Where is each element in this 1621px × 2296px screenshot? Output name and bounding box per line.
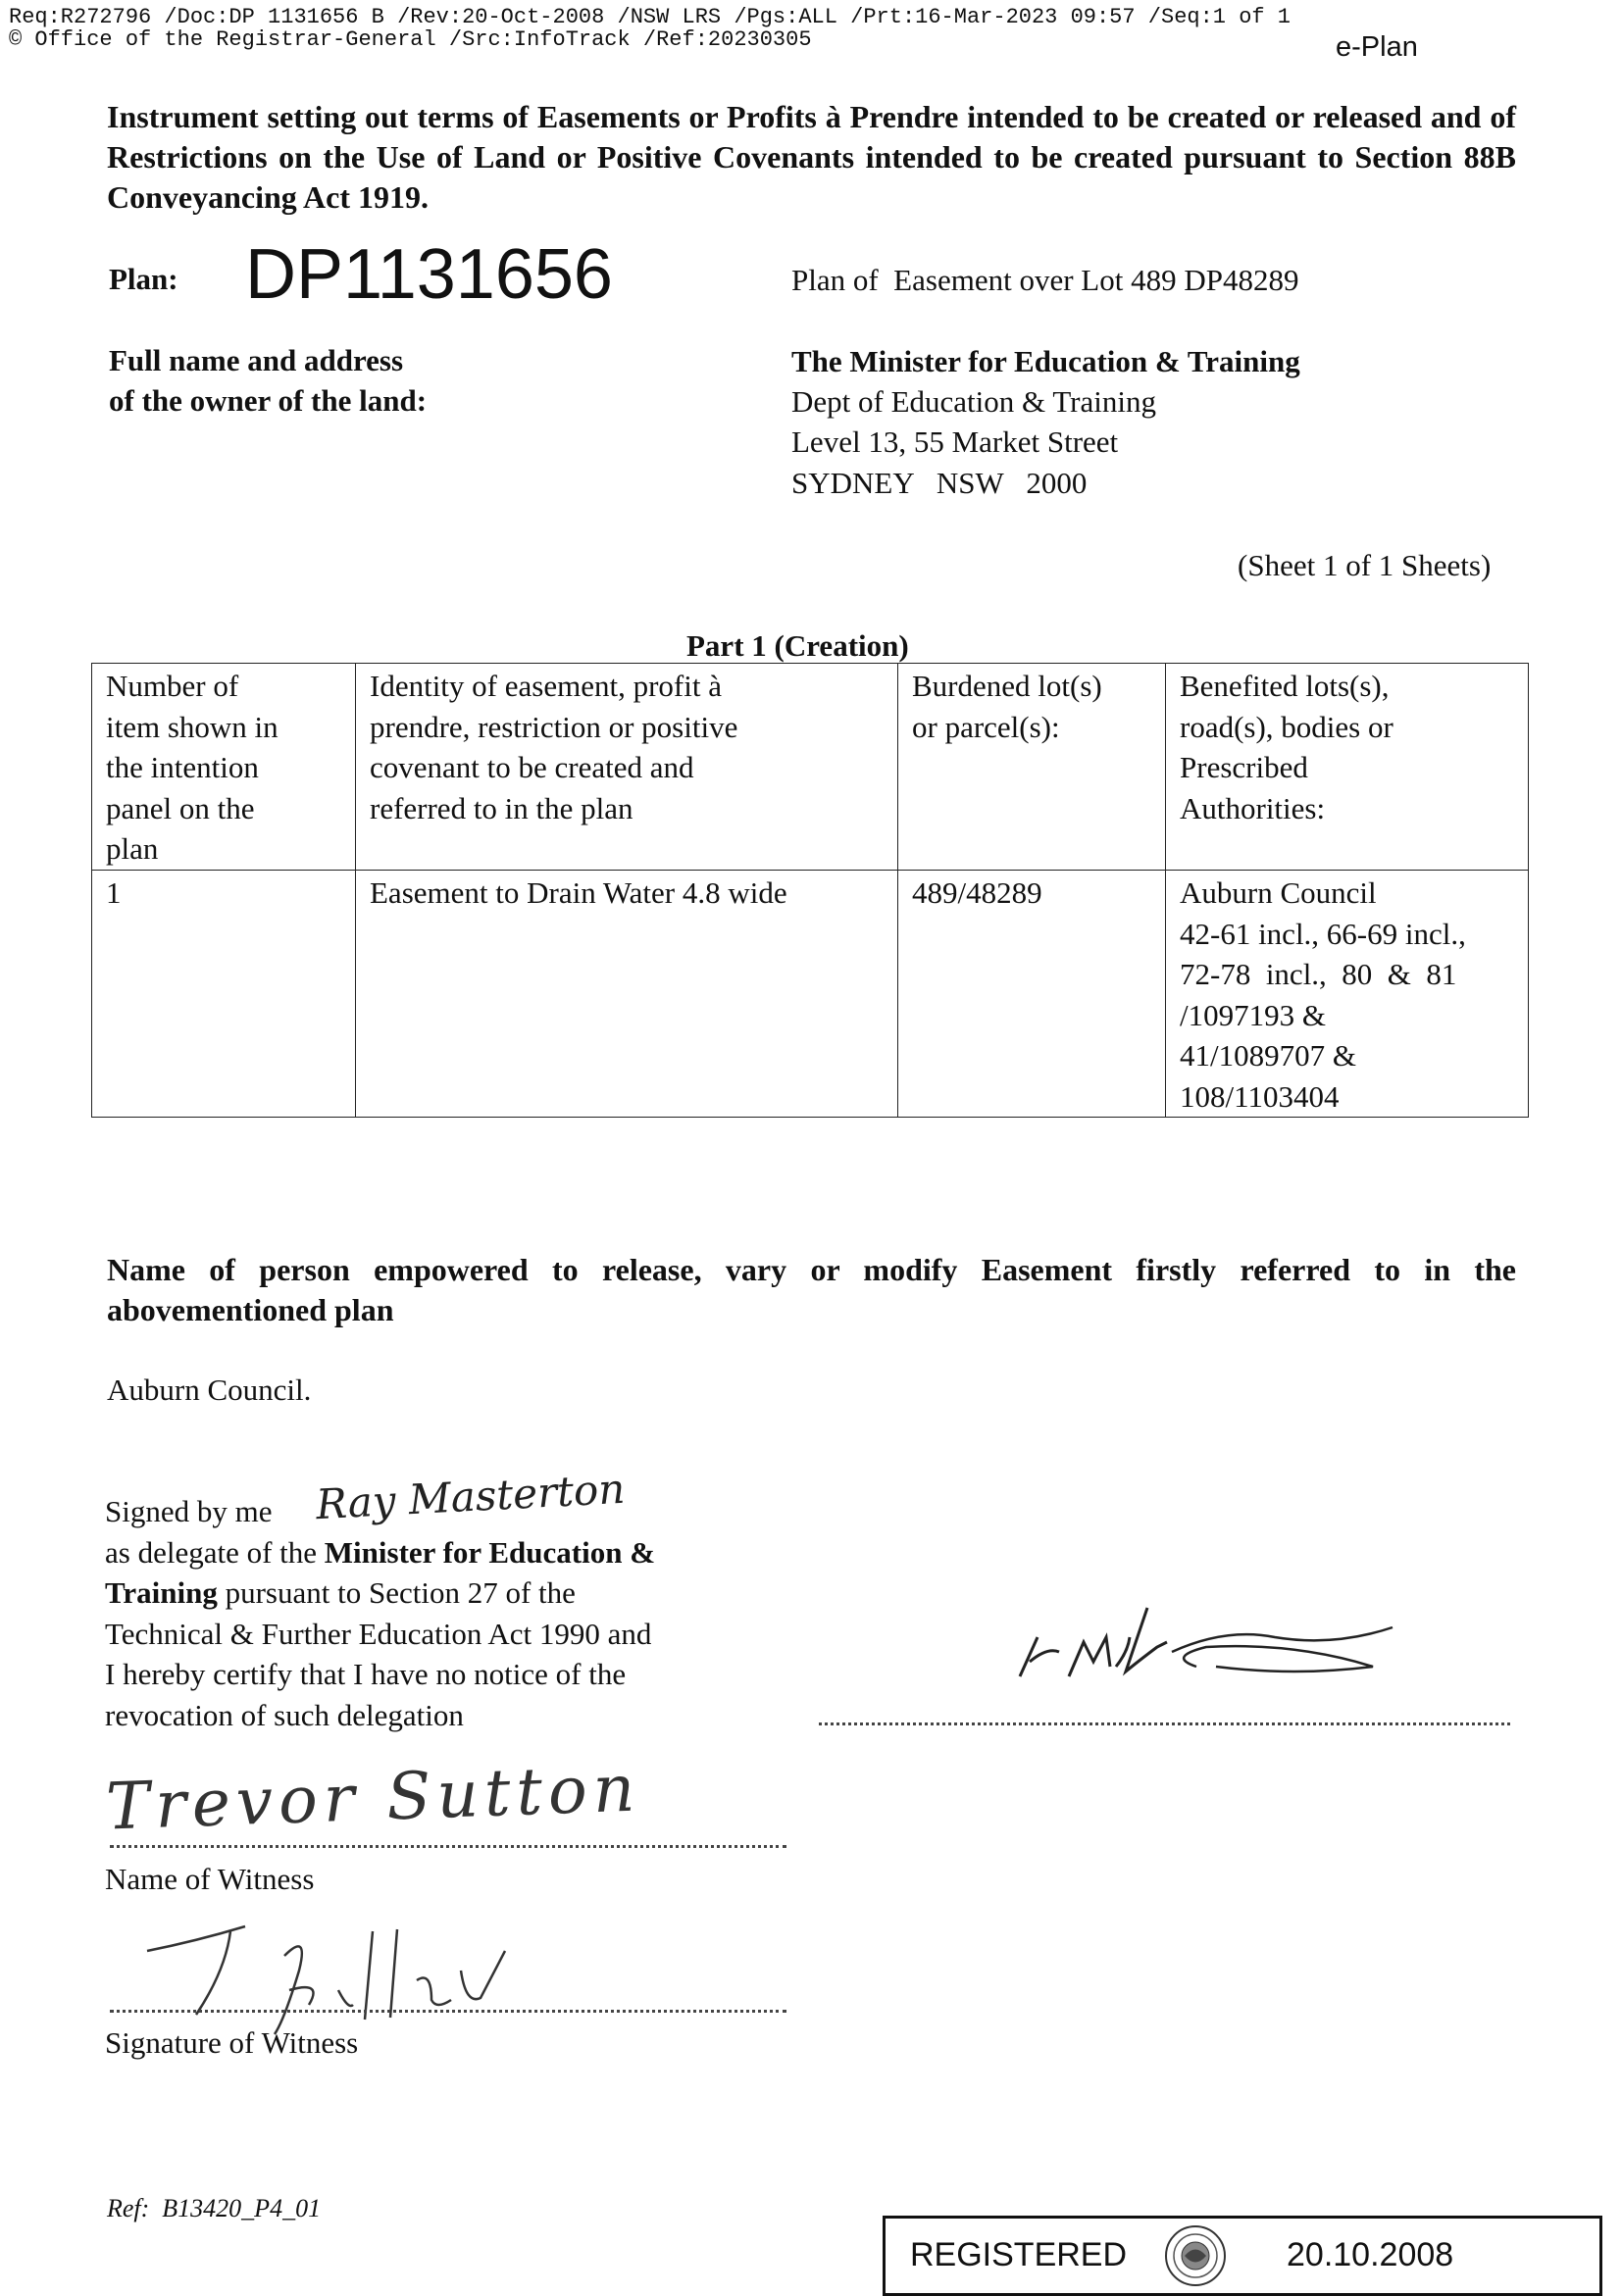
plan-label: Plan: <box>109 262 178 296</box>
plan-description: Plan of Easement over Lot 489 DP48289 <box>791 263 1299 297</box>
header-cell-benefited <box>1166 664 1529 871</box>
delegate-handwritten-name: Ray Masterton <box>314 1464 627 1529</box>
delegate-text: as delegate of the <box>105 1535 325 1570</box>
witness-name-line <box>110 1845 786 1848</box>
registration-date: 20.10.2008 <box>1287 2236 1454 2273</box>
header-cell-burdened <box>898 664 1166 871</box>
header-text-line: Authorities: <box>1180 790 1326 825</box>
header-text-line: Number of <box>106 669 239 703</box>
registered-label: REGISTERED <box>910 2236 1128 2273</box>
table-row <box>92 871 1529 1118</box>
header-cell-identity <box>356 664 898 871</box>
training-rest-text: pursuant to Section 27 of the <box>217 1575 576 1610</box>
empowered-heading: Name of person empowered to release, vary or modify Easement firstly referred to in the abovementioned plan <box>107 1252 1516 1327</box>
copyright-header-line: © Office of the Registrar-General /Src:InfoTrack /Ref:20230305 <box>9 27 812 52</box>
signed-by-label: Signed by me <box>105 1494 273 1528</box>
benefited-line: /1097193 & <box>1180 997 1326 1032</box>
header-text-line: Benefited lots(s), <box>1180 669 1390 703</box>
header-text-line: Identity of easement, profit à <box>370 669 722 703</box>
owner-address-line: Dept of Education & Training <box>791 384 1156 419</box>
header-text-line: item shown in <box>106 709 279 744</box>
benefited-line: 42-61 incl., 66-69 incl., <box>1180 916 1466 951</box>
cell-benefited <box>1166 871 1529 1118</box>
owner-label-line1: Full name and address <box>109 343 404 377</box>
witness-signature-line <box>110 2010 786 2013</box>
header-text-line: road(s), bodies or <box>1180 709 1393 744</box>
request-header-line: Req:R272796 /Doc:DP 1131656 B /Rev:20-Oct-2008 /NSW LRS /Pgs:ALL /Prt:16-Mar-2023 09:57 /Seq:1 of 1 <box>9 5 1292 29</box>
reference-note: Ref: B13420_P4_01 <box>107 2194 322 2222</box>
witness-signature-label: Signature of Witness <box>105 2025 359 2060</box>
empowered-name: Auburn Council. <box>107 1373 312 1407</box>
owner-address-line: Level 13, 55 Market Street <box>791 424 1119 459</box>
header-cell-number <box>92 664 356 871</box>
registration-stamp <box>883 2216 1602 2296</box>
header-text-line: Prescribed <box>1180 750 1308 784</box>
header-text-line: referred to in the plan <box>370 790 633 825</box>
delegate-signature <box>1000 1569 1412 1696</box>
witness-signature <box>137 1912 569 2039</box>
registrar-seal-icon <box>1163 2223 1228 2288</box>
header-text-line: prendre, restriction or positive <box>370 709 738 744</box>
cell-item-number: 1 <box>92 871 356 1118</box>
sheet-count: (Sheet 1 of 1 Sheets) <box>1238 548 1492 582</box>
witness-name-label: Name of Witness <box>105 1862 315 1896</box>
owner-address-line: SYDNEY NSW 2000 <box>791 466 1088 500</box>
header-text-line: Burdened lot(s) <box>912 669 1102 703</box>
part1-title: Part 1 (Creation) <box>686 628 909 663</box>
plan-number: DP1131656 <box>245 235 613 314</box>
owner-name: The Minister for Education & Training <box>791 344 1300 378</box>
cell-identity: Easement to Drain Water 4.8 wide <box>356 871 898 1118</box>
header-text-line: panel on the <box>106 790 255 825</box>
delegate-line <box>105 1532 655 1572</box>
owner-label-line2: of the owner of the land: <box>109 383 428 418</box>
witness-handwritten-name: Trevor Sutton <box>104 1750 642 1845</box>
delegate-signature-line <box>819 1722 1510 1725</box>
training-line <box>105 1572 576 1613</box>
header-text-line: the intention <box>106 750 259 784</box>
header-text-line: or parcel(s): <box>912 709 1060 744</box>
benefited-line: Auburn Council <box>1180 875 1377 910</box>
part1-table <box>91 663 1529 1118</box>
benefited-line: 41/1089707 & <box>1180 1038 1356 1073</box>
certify-line: I hereby certify that I have no notice of the <box>105 1657 627 1691</box>
instrument-title: Instrument setting out terms of Easements or Profits à Prendre intended to be created or released and of Restrictions on the Use of Land or Positive Covenants intended to be created pursuant to Section 88B Conveyancing Act 1919. <box>107 99 1516 215</box>
act-line: Technical & Further Education Act 1990 and <box>105 1617 652 1651</box>
benefited-line: 72-78 incl., 80 & 81 <box>1180 957 1457 991</box>
header-text-line: plan <box>106 831 159 866</box>
cell-burdened: 489/48289 <box>898 871 1166 1118</box>
table-header-row <box>92 664 1529 871</box>
header-text-line: covenant to be created and <box>370 750 694 784</box>
training-bold-text: Training <box>105 1575 218 1610</box>
revocation-line: revocation of such delegation <box>105 1698 464 1732</box>
minister-bold-text: Minister for Education & <box>324 1535 656 1570</box>
eplan-label: e-Plan <box>1336 31 1418 63</box>
benefited-line: 108/1103404 <box>1180 1078 1340 1114</box>
